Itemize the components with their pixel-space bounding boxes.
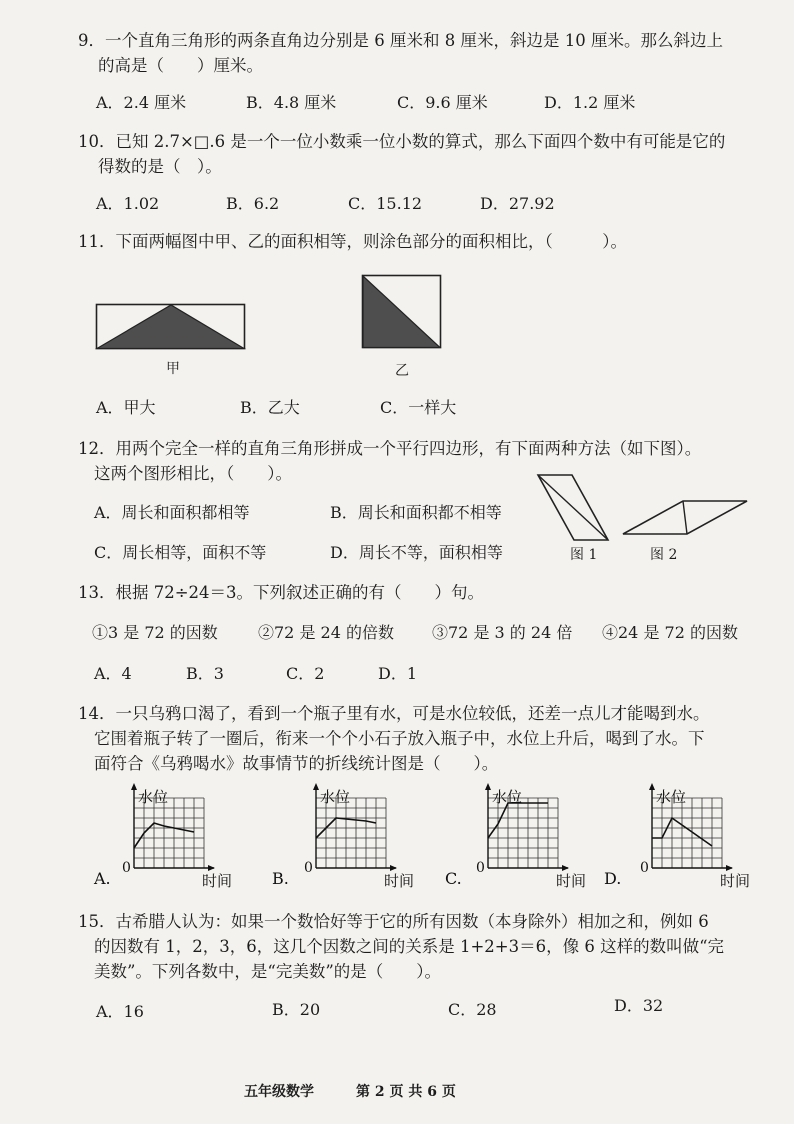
q13-option-d: D．1: [378, 664, 418, 683]
q11-figure-jia: [96, 304, 246, 350]
q13-statement-3: ③72 是 3 的 24 倍: [432, 623, 573, 642]
q12-option-b: B．周长和面积都不相等: [330, 503, 502, 522]
q11-option-b: B．乙大: [240, 398, 300, 417]
q10-stem-line1: 10．已知 2.7×□.6 是一个一位小数乘一位小数的算式，那么下面四个数中有可能是它的: [78, 132, 726, 151]
chart-a-y-arrow: [131, 783, 137, 790]
q11-stem: 11．下面两幅图中甲、乙的面积相等，则涂色部分的面积相比，（ ）。: [78, 232, 627, 251]
q10-option-c: C．15.12: [348, 194, 423, 213]
q15-option-a: A．16: [96, 1002, 144, 1021]
q12-figure-2-label: 图 2: [650, 547, 678, 563]
q11-option-c: C．一样大: [380, 398, 457, 417]
chart-a-x-arrow: [208, 865, 215, 871]
q15-option-b: B．20: [272, 1000, 321, 1019]
chart-b-y-arrow: [313, 783, 319, 790]
q15-stem-line3: 美数”。下列各数中，是“完美数”的是（ ）。: [94, 962, 442, 981]
q13-statement-1: ①3 是 72 的因数: [92, 623, 218, 642]
footer-subject: 五年级数学: [244, 1084, 314, 1100]
q9-option-a: A．2.4 厘米: [96, 93, 187, 112]
chart-a-x-label: 时间: [202, 872, 233, 890]
q13-option-c: C．2: [286, 664, 325, 683]
q14-stem-line1: 14．一只乌鸦口渴了，看到一个瓶子里有水，可是水位较低，还差一点儿才能喝到水。: [78, 704, 710, 723]
q11-figure-yi-label: 乙: [395, 363, 409, 379]
q14-stem-line3: 面符合《乌鸦喝水》故事情节的折线统计图是（ ）。: [94, 754, 499, 773]
chart-b-y-label: 水位: [320, 788, 351, 806]
q13-option-b: B．3: [186, 664, 224, 683]
q14-chart-group: [93, 783, 750, 890]
q15-stem-line2: 的因数有 1，2，3，6，这几个因数之间的关系是 1+2+3＝6，像 6 这样的数叫做“完: [94, 937, 725, 956]
q14-stem-line2: 它围着瓶子转了一圈后，衔来一个个小石子放入瓶子中，水位上升后，喝到了水。下: [94, 729, 705, 748]
q14-line-charts: [0, 780, 794, 890]
q10-stem-line2: 得数的是（ ）。: [98, 157, 222, 176]
q12-option-d: D．周长不等，面积相等: [330, 543, 503, 562]
footer-page-number: 第 2 页 共 6 页: [356, 1084, 456, 1100]
chart-a-option-label: A.: [94, 869, 111, 888]
q11-figure-yi: [362, 275, 442, 349]
chart-a-origin-label: 0: [122, 860, 131, 876]
chart-c-origin-label: 0: [476, 860, 485, 876]
chart-d-y-label: 水位: [656, 788, 687, 806]
q15-option-c: C．28: [448, 1000, 497, 1019]
chart-b-option-label: B.: [272, 869, 289, 888]
chart-d-x-arrow: [726, 865, 733, 871]
q10-option-b: B．6.2: [226, 194, 280, 213]
q12-figure-1: [534, 472, 614, 544]
q9-stem-line2: 的高是（ ）厘米。: [98, 56, 263, 75]
chart-c-x-label: 时间: [556, 872, 587, 890]
q10-option-d: D．27.92: [480, 194, 555, 213]
q9-option-c: C．9.6 厘米: [397, 93, 488, 112]
chart-a-y-label: 水位: [138, 788, 169, 806]
q9-option-b: B．4.8 厘米: [246, 93, 337, 112]
chart-b-x-label: 时间: [384, 872, 415, 890]
q10-option-a: A．1.02: [96, 194, 160, 213]
chart-d-y-arrow: [649, 783, 655, 790]
q13-option-a: A．4: [94, 664, 132, 683]
q9-stem-line1: 9．一个直角三角形的两条直角边分别是 6 厘米和 8 厘米，斜边是 10 厘米。那么斜边上: [78, 31, 723, 50]
chart-b-x-arrow: [390, 865, 397, 871]
chart-c-x-arrow: [562, 865, 569, 871]
chart-d-origin-label: 0: [640, 860, 649, 876]
q12-option-a: A．周长和面积都相等: [94, 503, 250, 522]
q15-stem-line1: 15．古希腊人认为：如果一个数恰好等于它的所有因数（本身除外）相加之和，例如 6: [78, 912, 709, 931]
q13-stem: 13．根据 72÷24＝3。下列叙述正确的有（ ）句。: [78, 583, 485, 602]
q11-option-a: A．甲大: [96, 398, 156, 417]
q12-stem-line1: 12．用两个完全一样的直角三角形拼成一个平行四边形，有下面两种方法（如下图）。: [78, 439, 702, 458]
q15-option-d: D．32: [614, 996, 664, 1015]
q12-option-c: C．周长相等，面积不等: [94, 543, 267, 562]
chart-d-option-label: D.: [604, 869, 622, 888]
q9-option-d: D．1.2 厘米: [544, 93, 636, 112]
chart-c-option-label: C.: [445, 869, 462, 888]
chart-c-y-label: 水位: [492, 788, 523, 806]
q12-figure-2: [620, 498, 750, 538]
chart-c-y-arrow: [485, 783, 491, 790]
q11-figure-jia-label: 甲: [166, 361, 180, 377]
chart-d-x-label: 时间: [720, 872, 751, 890]
q12-figure-1-label: 图 1: [570, 547, 598, 563]
q13-statement-4: ④24 是 72 的因数: [602, 623, 738, 642]
chart-b-origin-label: 0: [304, 860, 313, 876]
q13-statement-2: ②72 是 24 的倍数: [258, 623, 394, 642]
q12-stem-line2: 这两个图形相比，（ ）。: [94, 464, 292, 483]
